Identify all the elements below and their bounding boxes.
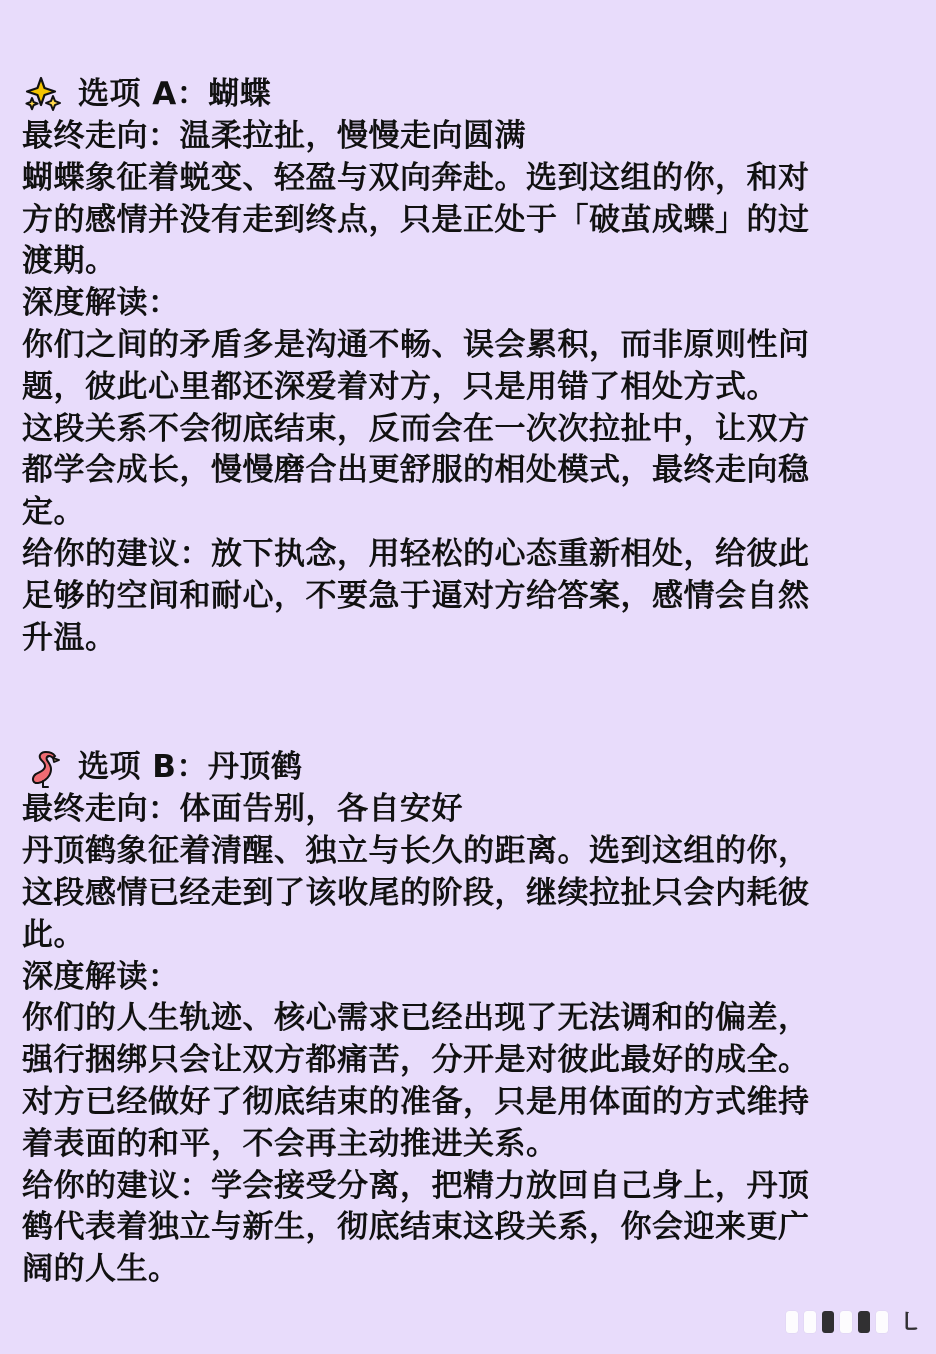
option-b-line-2: 丹顶鹤象征着清醒、独立与长久的距离。选到这组的你， [22, 833, 810, 870]
option-a-title-row [22, 74, 902, 116]
option-a-line-11: 给你的建议：放下执念，用轻松的心态重新相处，给彼此 [22, 535, 810, 572]
flamingo-icon [22, 747, 64, 789]
option-a-line-3: 方的感情并没有走到终点，只是正处于「破茧成蝶」的过 [22, 201, 810, 238]
option-a-line-6: 你们之间的矛盾多是沟通不畅、误会累积，而非原则性问 [22, 326, 810, 363]
option-a-line-5: 深度解读： [22, 285, 180, 322]
watermark-block-6 [876, 1311, 888, 1333]
content-page [22, 74, 902, 1291]
watermark-block-5 [858, 1311, 870, 1333]
option-b-title: 选项 B：丹顶鹤 [78, 749, 303, 786]
watermark-mark: ㇄ [898, 1308, 922, 1336]
option-b-title-row [22, 747, 902, 789]
option-b-line-12: 阔的人生。 [22, 1251, 180, 1288]
option-b-line-10: 给你的建议：学会接受分离，把精力放回自己身上，丹顶 [22, 1167, 810, 1204]
option-a-line-2: 蝴蝶象征着蜕变、轻盈与双向奔赴。选到这组的你，和对 [22, 159, 810, 196]
watermark-block-1 [786, 1311, 798, 1333]
option-b-line-6: 你们的人生轨迹、核心需求已经出现了无法调和的偏差， [22, 1000, 810, 1037]
option-b-line-4: 此。 [22, 916, 85, 953]
watermark [786, 1308, 922, 1336]
option-a-line-4: 渡期。 [22, 243, 117, 280]
option-b-line-9: 着表面的和平，不会再主动推进关系。 [22, 1125, 558, 1162]
option-a-line-1: 最终走向：温柔拉扯，慢慢走向圆满 [22, 118, 526, 154]
option-b-line-3: 这段感情已经走到了该收尾的阶段，继续拉扯只会内耗彼 [22, 874, 810, 911]
option-b-line-11: 鹤代表着独立与新生，彻底结束这段关系，你会迎来更广 [22, 1209, 810, 1246]
option-b-line-7: 强行捆绑只会让双方都痛苦，分开是对彼此最好的成全。 [22, 1042, 810, 1079]
option-a-title: 选项 A：蝴蝶 [78, 76, 272, 113]
watermark-block-4 [840, 1311, 852, 1333]
option-a-line-13: 升温。 [22, 619, 117, 656]
option-b-line-1: 最终走向：体面告别，各自安好 [22, 791, 463, 828]
watermark-block-2 [804, 1311, 816, 1333]
watermark-block-3 [822, 1311, 834, 1333]
option-b-section [22, 747, 902, 1291]
option-a-section [22, 74, 902, 659]
option-b-line-5: 深度解读： [22, 958, 180, 995]
option-a-line-7: 题，彼此心里都还深爱着对方，只是用错了相处方式。 [22, 368, 778, 405]
option-a-line-8: 这段关系不会彻底结束，反而会在一次次拉扯中，让双方 [22, 410, 810, 447]
sparkles-icon [22, 74, 64, 116]
option-a-line-12: 足够的空间和耐心，不要急于逼对方给答案，感情会自然 [22, 577, 810, 614]
option-a-line-9: 都学会成长，慢慢磨合出更舒服的相处模式，最终走向稳 [22, 452, 810, 489]
option-a-line-10: 定。 [22, 494, 85, 531]
option-b-line-8: 对方已经做好了彻底结束的准备，只是用体面的方式维持 [22, 1083, 810, 1120]
